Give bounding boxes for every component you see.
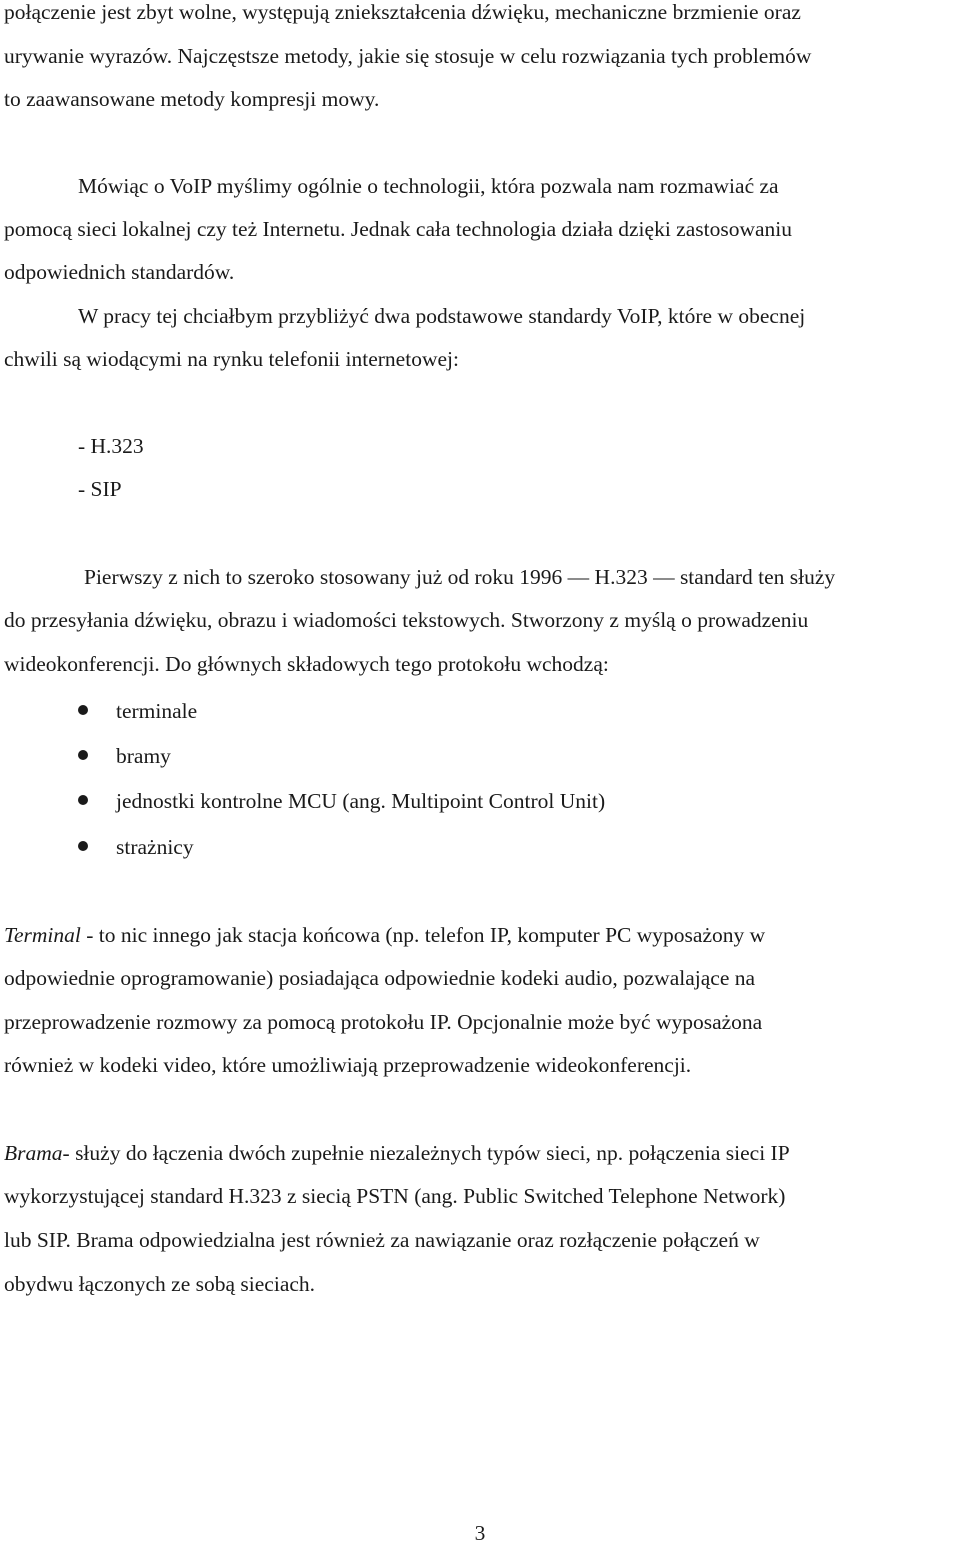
text-line: Pierwszy z nich to szeroko stosowany już od roku 1996 — H.323 — standard ten służy bbox=[84, 565, 836, 589]
term-brama: Brama bbox=[4, 1141, 63, 1165]
list-item-label: terminale bbox=[116, 699, 198, 723]
bullet-icon bbox=[78, 841, 88, 851]
list-item-label: strażnicy bbox=[116, 835, 194, 859]
text-line: przeprowadzenie rozmowy za pomocą protokołu IP. Opcjonalnie może być wyposażona bbox=[4, 1010, 763, 1034]
text-line: wideokonferencji. Do głównych składowych tego protokołu wchodzą: bbox=[4, 652, 609, 676]
text-line: Mówiąc o VoIP myślimy ogólnie o technologii, która pozwala nam rozmawiać za bbox=[78, 174, 779, 198]
list-item: - SIP bbox=[78, 477, 122, 501]
text-line: odpowiednich standardów. bbox=[4, 260, 235, 284]
text-line: do przesyłania dźwięku, obrazu i wiadomości tekstowych. Stworzony z myślą o prowadzeniu bbox=[4, 608, 809, 632]
page-number: 3 bbox=[474, 1521, 486, 1545]
list-item bbox=[78, 699, 198, 723]
text-line: odpowiednie oprogramowanie) posiadająca odpowiednie kodeki audio, pozwalające na bbox=[4, 966, 756, 990]
text-line: obydwu łączonych ze sobą sieciach. bbox=[4, 1272, 316, 1296]
bullet-icon bbox=[78, 750, 88, 760]
text-line: lub SIP. Brama odpowiedzialna jest również za nawiązanie oraz rozłączenie połączeń w bbox=[4, 1228, 760, 1252]
text-line bbox=[4, 1143, 790, 1165]
text-line: urywanie wyrazów. Najczęstsze metody, jakie się stosuje w celu rozwiązania tych problemów bbox=[4, 44, 812, 68]
text-line: W pracy tej chciałbym przybliżyć dwa podstawowe standardy VoIP, które w obecnej bbox=[78, 304, 806, 328]
bullet-icon bbox=[78, 795, 88, 805]
text-line: połączenie jest zbyt wolne, występują zniekształcenia dźwięku, mechaniczne brzmienie oraz bbox=[4, 0, 801, 24]
text-line: pomocą sieci lokalnej czy też Internetu. Jednak cała technologia działa dzięki zastosowaniu bbox=[4, 217, 793, 241]
text-line: również w kodeki video, które umożliwiają przeprowadzenie wideokonferencji. bbox=[4, 1053, 692, 1077]
list-item bbox=[78, 835, 194, 859]
term-terminal: Terminal bbox=[4, 923, 81, 947]
text-line bbox=[4, 925, 765, 947]
list-item bbox=[78, 789, 606, 813]
list-item-label: bramy bbox=[116, 744, 171, 768]
list-item-label: jednostki kontrolne MCU (ang. Multipoint Control Unit) bbox=[116, 789, 606, 813]
list-item bbox=[78, 744, 171, 768]
text-line: to zaawansowane metody kompresji mowy. bbox=[4, 87, 380, 111]
term-definition: - to nic innego jak stacja końcowa (np. telefon IP, komputer PC wyposażony w bbox=[80, 923, 766, 947]
text-line: wykorzystującej standard H.323 z siecią PSTN (ang. Public Switched Telephone Network) bbox=[4, 1184, 786, 1208]
list-item: - H.323 bbox=[78, 434, 144, 458]
text-line: chwili są wiodącymi na rynku telefonii internetowej: bbox=[4, 347, 459, 371]
term-definition: - służy do łączenia dwóch zupełnie niezależnych typów sieci, np. połączenia sieci IP bbox=[62, 1141, 790, 1165]
bullet-icon bbox=[78, 705, 88, 715]
